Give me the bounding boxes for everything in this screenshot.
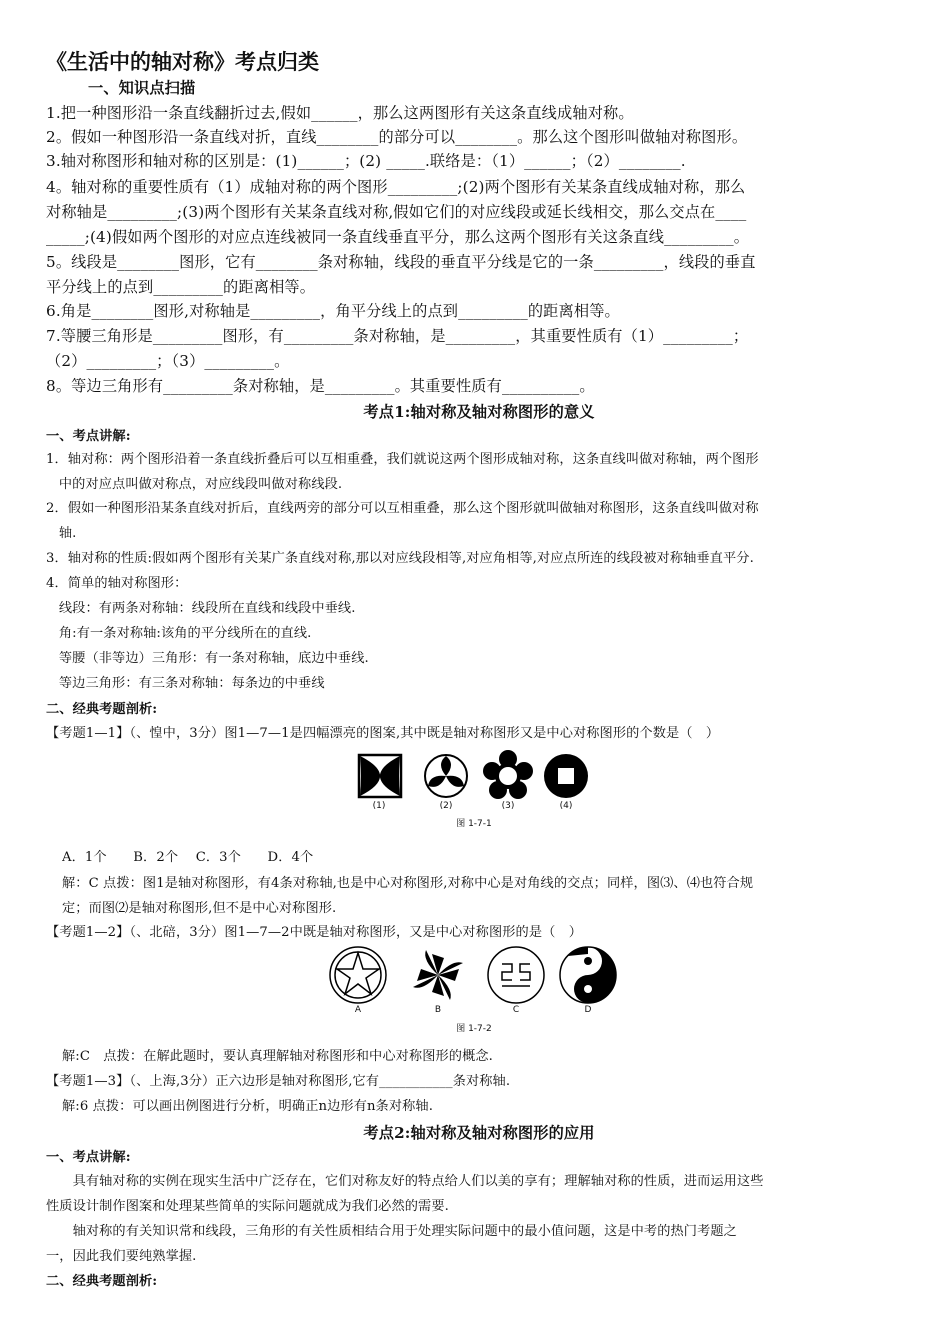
kp1-explain-line: 中的对应点叫做对称点，对应线段叫做对称线段. [46,477,343,492]
knowledge-line: 2。假如一种图形沿一条直线对折，直线________的部分可以________。那么这个图形叫做轴对称图形。 [46,128,748,146]
example-3-answer: 解:6 点拨：可以画出例图进行分析，明确正n边形有n条对称轴. [62,1099,433,1114]
knowledge-line: _____;(4)假如两个图形的对应点连线被同一条直线垂直平分，那么这两个图形有关这条直线_________。 [46,228,750,246]
kp2-explain-heading: 一、考点讲解: [46,1150,131,1165]
yin-yang-icon [560,947,616,1003]
knowledge-line: 6.角是________图形,对称轴是_________，角平分线上的点到_________的距离相等。 [46,302,620,320]
figure-2-label: B [434,1005,442,1015]
kp1-explain-line: 4．简单的轴对称图形： [46,576,188,591]
figure-1-7-2 [326,944,626,1008]
knowledge-line: 对称轴是_________;(3)两个图形有关某条直线对称,假如它们的对应线段或延长线相交，那么交点在____ [46,203,747,221]
knowledge-line: （2）_________；（3）_________。 [46,352,290,370]
kp1-explain-line: 角:有一条对称轴:该角的平分线所在的直线. [46,626,312,641]
figure-1-label: (4) [559,801,573,811]
pinwheel-icon [413,950,463,1000]
example-3-question: 【考题1—3】（、上海,3分）正六边形是轴对称图形,它有___________条对称轴. [46,1074,511,1089]
kp1-title: 考点1:轴对称及轴对称图形的意义 [363,403,595,421]
knowledge-line: 7.等腰三角形是_________图形，有_________条对称轴，是_________，其重要性质有（1）_________； [46,327,749,345]
pattern-2-icon [425,755,467,797]
kp1-explain-line: 线段：有两条对称轴：线段所在直线和线段中垂线. [46,601,356,616]
example-1-question: 【考题1—1】（、惶中，3分）图1—7—1是四幅漂亮的图案,其中既是轴对称图形又是中心对称图形的个数是（ ） [46,726,720,741]
kp1-explain-line: 等边三角形：有三条对称轴：每条边的中垂线 [46,676,325,691]
kp2-paragraph-line: 轴对称的有关知识常和线段，三角形的有关性质相结合用于处理实际问题中的最小值问题，这是中考的热门考题之 [46,1224,737,1239]
figure-2-label: C [512,1005,520,1015]
example-1-answer: 定；而图⑵是轴对称图形,但不是中心对称图形. [62,901,337,916]
kp1-explain-line: 1．轴对称：两个图形沿着一条直线折叠后可以互相重叠，我们就说这两个图形成轴对称，这条直线叫做对称轴，两个图形 [46,452,759,467]
kp1-explain-line: 轴. [46,526,77,541]
knowledge-line: 3.轴对称图形和轴对称的区别是：(1)______；(2) _____.联络是：（1）______；（2）________. [46,152,686,170]
kp1-examples-heading: 二、经典考题剖析: [46,702,158,717]
pattern-1-icon [359,755,401,797]
document-title: 《生活中的轴对称》考点归类 [46,49,319,74]
figure-1-label: (1) [372,801,386,811]
kp1-explain-line: 2．假如一种图形沿某条直线对折后，直线两旁的部分可以互相重叠，那么这个图形就叫做轴对称图形，这条直线叫做对称 [46,501,759,516]
pattern-3-icon [483,750,533,799]
example-2-question: 【考题1—2】（、北碚，3分）图1—7—2中既是轴对称图形，又是中心对称图形的是（ ） [46,925,582,940]
figure-2-label: A [354,1005,362,1015]
figure-2-caption: 图 1-7-2 [456,1024,492,1034]
knowledge-heading: 一、知识点扫描 [88,79,196,97]
example-2-answer: 解:C 点拨：在解此题时，要认真理解轴对称图形和中心对称图形的概念. [62,1049,493,1064]
knowledge-line: 5。线段是________图形，它有________条对称轴，线段的垂直平分线是它的一条_________，线段的垂直 [46,253,756,271]
knowledge-line: 8。等边三角形有_________条对称轴，是_________。其重要性质有__________。 [46,377,595,395]
example-1-answer: 解：C 点拨：图1是轴对称图形，有4条对称轴,也是中心对称图形,对称中心是对角线的交点；同样，图⑶、⑷也符合规 [62,876,754,891]
pattern-4-icon [544,754,588,798]
kp2-paragraph-line: 具有轴对称的实例在现实生活中广泛存在，它们对称友好的特点给人们以美的享有；理解轴对称的性质，进而运用这些 [46,1174,764,1189]
figure-1-label: (2) [439,801,453,811]
figure-1-label: (3) [501,801,515,811]
knowledge-line: 4。轴对称的重要性质有（1）成轴对称的两个图形_________;(2)两个图形有关某条直线成轴对称，那么 [46,178,746,196]
kp2-title: 考点2:轴对称及轴对称图形的应用 [363,1124,595,1142]
kp1-explain-heading: 一、考点讲解: [46,429,131,444]
knowledge-line: 平分线上的点到_________的距离相等。 [46,278,316,296]
figure-2-label: D [584,1005,592,1015]
kp1-explain-line: 3．轴对称的性质:假如两个图形有关某广条直线对称,那以对应线段相等,对应角相等,对应点所连的线段被对称轴垂直平分. [46,551,754,566]
star-icon [330,947,386,1003]
bracket-pattern-icon [488,947,544,1003]
kp1-explain-line: 等腰（非等边）三角形：有一条对称轴，底边中垂线. [46,651,369,666]
example-1-options: A．1个 B．2个 C．3个 D．4个 [62,850,314,865]
kp2-paragraph-line: 一，因此我们要纯熟掌握. [46,1249,197,1264]
knowledge-line: 1.把一种图形沿一条直线翻折过去,假如______，那么这两图形有关这条直线成轴对称。 [46,104,634,122]
kp2-examples-heading: 二、经典考题剖析: [46,1274,158,1289]
kp2-paragraph-line: 性质设计制作图案和处理某些简单的实际问题就成为我们必然的需要. [46,1199,449,1214]
figure-1-caption: 图 1-7-1 [456,819,492,829]
